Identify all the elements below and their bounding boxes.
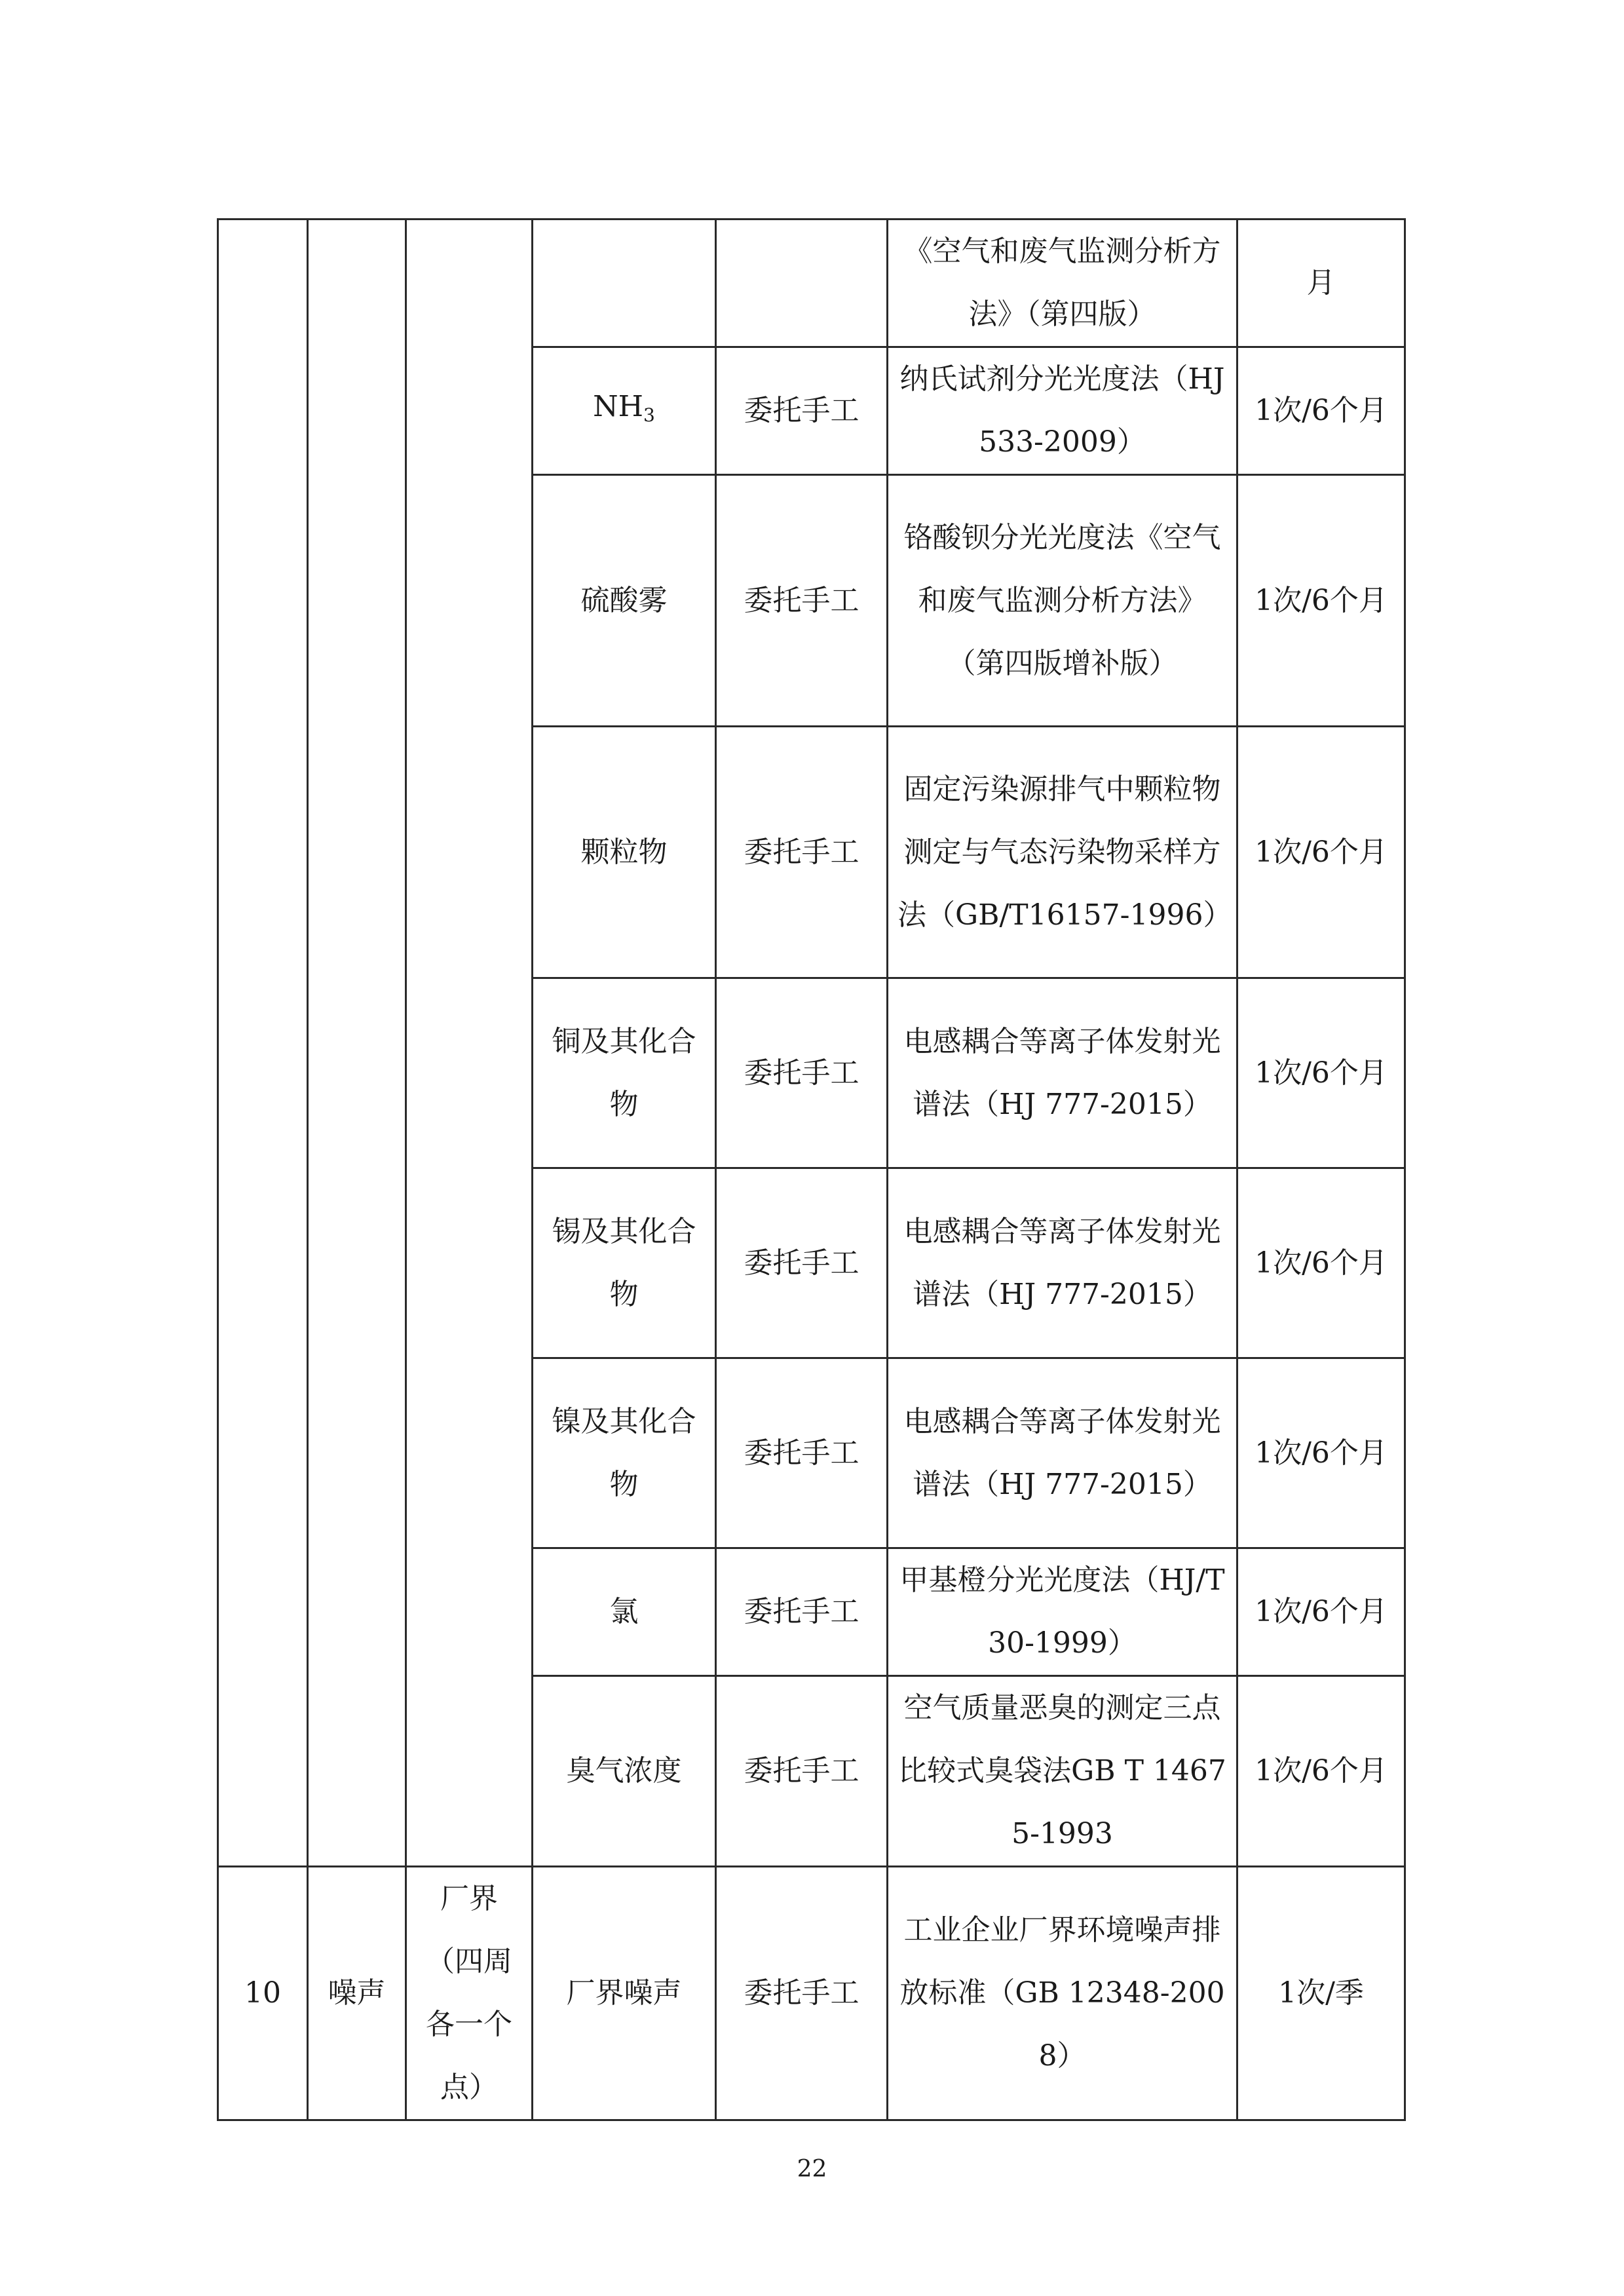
frequency-cell: 1次/季	[1237, 1867, 1405, 2120]
method-cell: 固定污染源排气中颗粒物测定与气态污染物采样方法（GB/T16157-1996）	[888, 727, 1237, 978]
method-cell: 甲基橙分光光度法（HJ/T30-1999）	[888, 1548, 1237, 1676]
method-cell: 铬酸钡分光光度法《空气和废气监测分析方法》（第四版增补版）	[888, 475, 1237, 727]
mode-cell: 委托手工	[716, 1548, 888, 1676]
pollutant-cell	[533, 347, 716, 475]
method-cell: 电感耦合等离子体发射光谱法（HJ 777-2015）	[888, 1358, 1237, 1548]
location-cell	[406, 220, 533, 1867]
pollutant-cell: 颗粒物	[533, 727, 716, 978]
pollutant-cell: 镍及其化合物	[533, 1358, 716, 1548]
category-cell	[308, 220, 406, 1867]
mode-cell: 委托手工	[716, 347, 888, 475]
frequency-cell: 1次/6个月	[1237, 347, 1405, 475]
pollutant-subscript: 3	[643, 404, 655, 426]
mode-cell: 委托手工	[716, 1168, 888, 1358]
frequency-cell: 1次/6个月	[1237, 1358, 1405, 1548]
frequency-cell: 1次/6个月	[1237, 727, 1405, 978]
mode-cell: 委托手工	[716, 475, 888, 727]
pollutant-cell: 厂界噪声	[533, 1867, 716, 2120]
category-cell: 噪声	[308, 1867, 406, 2120]
table-row	[218, 220, 1405, 347]
frequency-cell: 1次/6个月	[1237, 978, 1405, 1168]
table-row	[218, 1867, 1405, 2120]
method-cell: 电感耦合等离子体发射光谱法（HJ 777-2015）	[888, 978, 1237, 1168]
monitoring-table	[217, 218, 1406, 2121]
pollutant-text: NH	[593, 389, 644, 423]
mode-cell: 委托手工	[716, 1867, 888, 2120]
frequency-cell: 1次/6个月	[1237, 1168, 1405, 1358]
method-cell: 空气质量恶臭的测定三点比较式臭袋法GB T 14675-1993	[888, 1676, 1237, 1867]
pollutant-cell: 硫酸雾	[533, 475, 716, 727]
pollutant-cell: 铜及其化合物	[533, 978, 716, 1168]
frequency-cell: 1次/6个月	[1237, 1548, 1405, 1676]
method-cell: 《空气和废气监测分析方法》（第四版）	[888, 220, 1237, 347]
mode-cell: 委托手工	[716, 727, 888, 978]
method-cell: 电感耦合等离子体发射光谱法（HJ 777-2015）	[888, 1168, 1237, 1358]
mode-cell: 委托手工	[716, 978, 888, 1168]
page-number: 22	[797, 2156, 827, 2183]
location-cell: 厂界（四周各一个点）	[406, 1867, 533, 2120]
mode-cell: 委托手工	[716, 1358, 888, 1548]
pollutant-cell: 氯	[533, 1548, 716, 1676]
index-cell: 10	[218, 1867, 308, 2120]
frequency-cell: 1次/6个月	[1237, 1676, 1405, 1867]
mode-cell	[716, 220, 888, 347]
method-cell: 纳氏试剂分光光度法（HJ533-2009）	[888, 347, 1237, 475]
frequency-cell: 1次/6个月	[1237, 475, 1405, 727]
pollutant-cell	[533, 220, 716, 347]
mode-cell: 委托手工	[716, 1676, 888, 1867]
frequency-cell: 月	[1237, 220, 1405, 347]
pollutant-cell: 锡及其化合物	[533, 1168, 716, 1358]
pollutant-cell: 臭气浓度	[533, 1676, 716, 1867]
index-cell	[218, 220, 308, 1867]
method-cell: 工业企业厂界环境噪声排放标准（GB 12348-2008）	[888, 1867, 1237, 2120]
